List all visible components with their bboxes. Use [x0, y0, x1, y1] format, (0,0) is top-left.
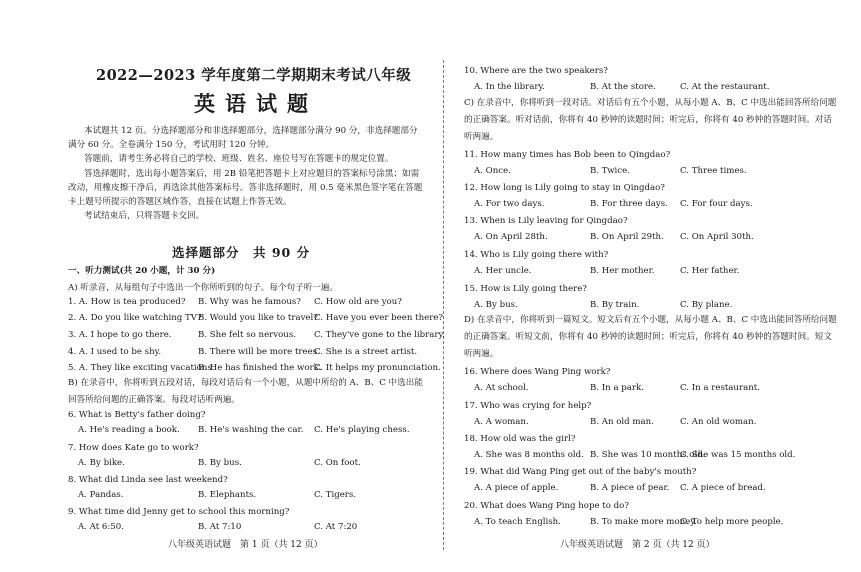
option-c: C. It helps my pronunciation.	[314, 363, 441, 373]
option-c: C. Her father.	[680, 266, 740, 276]
part-d-instruction: D) 在录音中，你将听到一篇短文。短文后有五个小题，从每小题 A、B、C 中选出能回答所给问题的正确答案。听短文前，你将有 40 秒钟的读题时间；听完后，你将有 40 秒钟的答题时间。短文听两遍。	[464, 315, 837, 359]
option-a: A. He's reading a book.	[78, 425, 180, 435]
option-c: C. At the restaurant.	[680, 82, 770, 92]
option-a: A. To teach English.	[474, 517, 561, 527]
option-a: A. Her uncle.	[474, 266, 532, 276]
question-text: 12. How long is Lily going to stay in Qingdao?	[464, 183, 665, 193]
option-b: B. By train.	[590, 300, 640, 310]
option-b: B. In a park.	[590, 383, 644, 393]
option-c: C. On foot.	[314, 458, 361, 468]
option-b: B. He has finished the work.	[198, 363, 322, 373]
exam-instructions	[68, 124, 424, 223]
option-a: A. At 6:50.	[78, 522, 124, 532]
question-text: 8. What did Linda see last weekend?	[68, 475, 228, 485]
question-text: 13. When is Lily leaving for Qingdao?	[464, 216, 628, 226]
option-b: B. To make more money.	[590, 517, 697, 527]
part-a-instruction: A) 听录音，从每组句子中选出一个你所听到的句子。每个句子听一遍。	[68, 283, 339, 293]
option-a: A. At school.	[474, 383, 529, 393]
option-b: B. She was 10 months old.	[590, 450, 706, 460]
option-a: A. A woman.	[474, 417, 529, 427]
option-b: B. Why was he famous?	[198, 297, 301, 307]
page-footer: 八年级英语试题 第 1 页（共 12 页）	[168, 540, 323, 550]
section-title: 选择题部分 共 90 分	[172, 245, 311, 260]
option-c: C. Tigers.	[314, 490, 357, 500]
option-b: B. There will be more trees.	[198, 347, 320, 357]
question-text: 11. How many times has Bob been to Qingdao?	[464, 150, 671, 160]
option-a: A. For two days.	[474, 199, 545, 209]
exam-page-2	[430, 0, 861, 572]
instruction-1: 本试题共 12 页。分选择题部分和非选择题部分，选择题部分满分 90 分，非选择题部分满分 60 分。全卷满分 150 分，考试用时 120 分钟。	[68, 126, 418, 151]
question-text: 14. Who is Lily going there with?	[464, 250, 609, 260]
option-a: A. By bus.	[474, 300, 518, 310]
option-b: B. For three days.	[590, 199, 668, 209]
option-c: C. To help more people.	[680, 517, 784, 527]
option-a: A. Pandas.	[78, 490, 124, 500]
question-text: 17. Who was crying for help?	[464, 401, 592, 411]
option-a: A. On April 28th.	[474, 232, 548, 242]
question-text: 6. What is Betty's father doing?	[68, 410, 206, 420]
option-a: A. In the library.	[474, 82, 545, 92]
instruction-3: 答选择题时，选出每小题答案后，用 2B 铅笔把答题卡上对应题目的答案标号涂黑；如需改动，用橡皮擦干净后，再选涂其他答案标号。答非选择题时，用 0.5 毫米黑色签字笔在答题卡上题号所提示的答题区域作答，直接在试题上作答无效。	[68, 168, 423, 208]
exam-title: 2022—2023 学年度第二学期期末考试八年级	[96, 67, 412, 84]
option-a: A. A piece of apple.	[474, 483, 559, 493]
option-b: B. Would you like to travel?	[198, 313, 318, 323]
question-text: 15. How is Lily going there?	[464, 284, 587, 294]
option-b: B. He's washing the car.	[198, 425, 304, 435]
instruction-2: 答题前，请考生务必将自己的学校、班级、姓名、座位号写在答题卡的规定位置。	[84, 154, 394, 165]
exam-subject: 英语试题	[194, 91, 318, 116]
option-c: C. For four days.	[680, 199, 753, 209]
option-c: C. In a restaurant.	[680, 383, 760, 393]
option-b: B. At the store.	[590, 82, 656, 92]
option-c: C. She was 15 months old.	[680, 450, 796, 460]
part-b-instruction: B) 在录音中，你将听到五段对话，每段对话后有一个小题，从题中所给的 A、B、C 中选出能回答所给问题的正确答案。每段对话听两遍。	[68, 378, 423, 405]
option-b: B. She felt so nervous.	[198, 330, 296, 340]
option-a: A. Once.	[474, 166, 511, 176]
option-a: 4. A. I used to be shy.	[68, 347, 162, 357]
option-a: 1. A. How is tea produced?	[68, 297, 186, 307]
option-a: A. By bike.	[78, 458, 125, 468]
option-c: C. Have you ever been there?	[314, 313, 443, 323]
page-footer: 八年级英语试题 第 2 页（共 12 页）	[560, 540, 715, 550]
option-c: C. Three times.	[680, 166, 747, 176]
option-b: B. At 7:10	[198, 522, 242, 532]
part1-title: 一、听力测试(共 20 小题，计 30 分)	[68, 266, 216, 276]
option-b: B. On April 29th.	[590, 232, 664, 242]
question-text: 10. Where are the two speakers?	[464, 66, 608, 76]
option-a: 2. A. Do you like watching TV?	[68, 313, 202, 323]
option-c: C. By plane.	[680, 300, 733, 310]
question-text: 9. What time did Jenny get to school this morning?	[68, 507, 290, 517]
option-b: B. Elephants.	[198, 490, 257, 500]
question-text: 16. Where does Wang Ping work?	[464, 367, 611, 377]
question-text: 20. What does Wang Ping hope to do?	[464, 501, 629, 511]
option-c: C. At 7:20	[314, 522, 358, 532]
option-c: C. He's playing chess.	[314, 425, 410, 435]
question-text: 18. How old was the girl?	[464, 434, 576, 444]
option-b: B. By bus.	[198, 458, 242, 468]
option-c: C. She is a street artist.	[314, 347, 418, 357]
option-a: A. She was 8 months old.	[474, 450, 584, 460]
option-b: B. Twice.	[590, 166, 630, 176]
option-a: 5. A. They like exciting vacations.	[68, 363, 215, 373]
option-a: 3. A. I hope to go there.	[68, 330, 172, 340]
option-c: C. On April 30th.	[680, 232, 754, 242]
option-c: C. An old woman.	[680, 417, 757, 427]
option-b: B. An old man.	[590, 417, 654, 427]
part-c-instruction: C) 在录音中，你将听到一段对话。对话后有五个小题，从每小题 A、B、C 中选出能回答所给问题的正确答案。听对话前，你将有 40 秒钟的读题时间；听完后，你将有 40 秒钟的答题时间。对话听两遍。	[464, 98, 837, 142]
question-text: 19. What did Wang Ping get out of the baby's mouth?	[464, 467, 697, 477]
option-c: C. They've gone to the library.	[314, 330, 445, 340]
option-c: C. A piece of bread.	[680, 483, 766, 493]
option-b: B. Her mother.	[590, 266, 655, 276]
option-b: B. A piece of pear.	[590, 483, 670, 493]
option-c: C. How old are you?	[314, 297, 402, 307]
question-text: 7. How does Kate go to work?	[68, 443, 199, 453]
instruction-4: 考试结束后，只将答题卡交回。	[84, 211, 205, 222]
